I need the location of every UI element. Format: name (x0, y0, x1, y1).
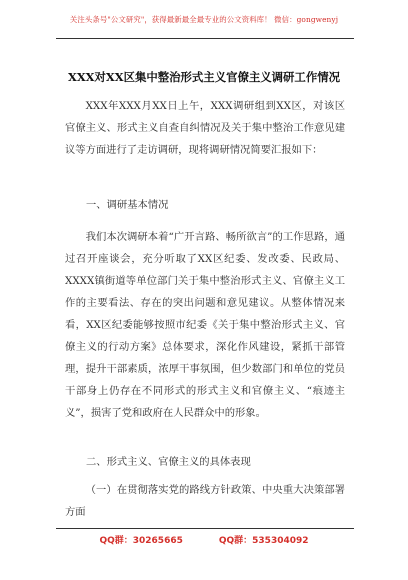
section-1-heading: 一、调研基本情况 (86, 199, 169, 211)
section-1-body: 我们本次调研本着“广开言路、畅所欲言”的工作思路，通过召开座谈会，充分听取了XX区纪委、发改委、民政局、XXXX镇街道等单位部门关于集中整治形式主义、官僚主义工作的主要看法、存在的突出问题和意见建议。从整体情况来看，XX区纪委能够按照市纪委《关于集中整治形式主义、官僚主义的行动方案》总体要求，深化作风建设，紧抓干部管理，提升干部素质，浓厚干事氛围，但少数部门和单位的党员干部身上仍存在不同形式的形式主义和官僚主义、“痕迹主义”，损害了党和政府在人民群众中的形象。 (65, 231, 345, 419)
footer-qq-group-1: QQ群：30265665 (99, 536, 183, 546)
subsection-1-heading: （一）在贯彻落实党的路线方针政策、中央重大决策部署方面 (65, 484, 345, 518)
document-title: XXX对XX区集中整治形式主义官僚主义调研工作情况 (67, 70, 340, 84)
footer (0, 533, 408, 546)
footer-divider (56, 528, 354, 529)
intro-paragraph: XXX年XXX月XX日上午，XXX调研组到XX区，对该区官僚主义、形式主义自查自纠情况及关于集中整治工作意见建议等方面进行了走访调研，现将调研情况简要汇报如下： (65, 100, 345, 156)
header-note: 关注头条号"公文研究"，获得最新最全最专业的公文资料库！ 微信：gongwenyj (69, 15, 339, 24)
section-2-heading: 二、形式主义、官僚主义的具体表现 (86, 456, 251, 468)
header-divider (56, 38, 354, 39)
footer-qq-group-2: QQ群：535304092 (218, 536, 309, 546)
